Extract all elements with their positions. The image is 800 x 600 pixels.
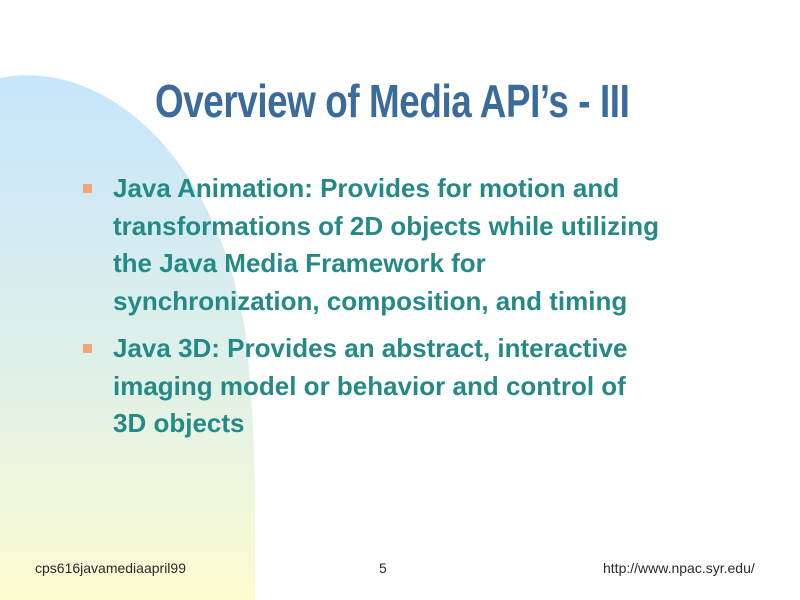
bullet-line: the Java Media Framework for — [113, 248, 486, 278]
bullet-line: transformations of 2D objects while utilizing — [113, 210, 660, 241]
footer-url[interactable]: http://www.npac.syr.edu/ — [603, 560, 755, 576]
square-bullet-icon — [83, 344, 92, 353]
bullet-line: Java Animation: Provides for motion and — [113, 173, 620, 203]
bullet-line: 3D objects — [113, 408, 245, 438]
footer-left-text: cps616javamediaapril99 — [35, 560, 186, 576]
bullet-line: synchronization, composition, and timing — [113, 285, 628, 316]
bullet-line: Java 3D: Provides an abstract, interactive — [113, 333, 628, 363]
bullet-line: imaging model or behavior and control of — [113, 370, 626, 401]
square-bullet-icon — [83, 184, 92, 193]
bullet-item — [113, 170, 783, 320]
bullet-item — [113, 330, 783, 443]
slide-title: Overview of Media API’s - III — [155, 75, 630, 127]
page-number: 5 — [379, 560, 387, 576]
